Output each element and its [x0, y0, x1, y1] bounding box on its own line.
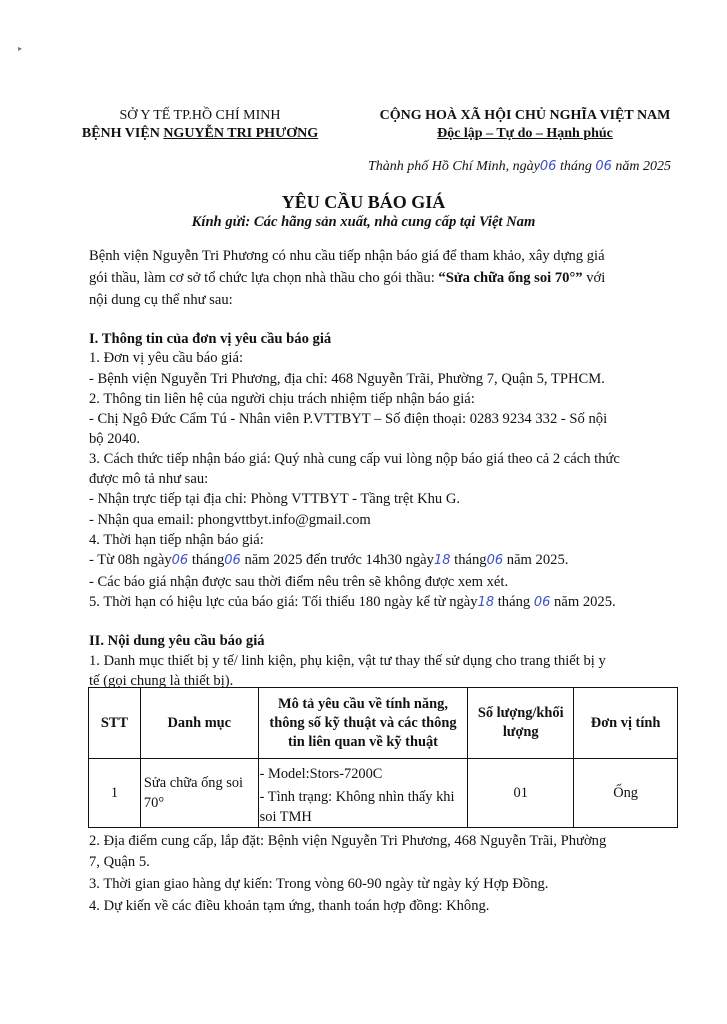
recipient-line: Kính gửi: Các hãng sản xuất, nhà cung cấp tại Việt Nam	[191, 214, 536, 230]
s1-item-2b: bộ 2040.	[89, 431, 141, 447]
hospital-name-underlined: NGUYỄN TRI PHƯƠNG	[163, 126, 319, 141]
s1-item-2: 2. Thông tin liên hệ của người chịu trách nhiệm tiếp nhận báo giá:	[89, 391, 475, 407]
s2-item-4: 4. Dự kiến về các điều khoản tạm ứng, thanh toán hợp đồng: Không.	[89, 898, 490, 914]
receive-from: - Từ 08h ngày	[89, 552, 172, 568]
cell-item: Sửa chữa ống soi 70°	[140, 759, 258, 828]
cell-unit: Ống	[574, 759, 678, 828]
s1-item-5	[89, 594, 616, 611]
s1-item-1: 1. Đơn vị yêu cầu báo giá:	[89, 350, 244, 366]
start-day-handwritten: 06	[171, 553, 189, 568]
package-name: “Sửa chữa ống soi 70°”	[438, 270, 583, 286]
section-2-heading: II. Nội dung yêu cầu báo giá	[89, 633, 265, 649]
date-day-handwritten: 06	[539, 159, 557, 174]
month-word: tháng	[188, 552, 225, 568]
receive-until: năm 2025 đến trước 14h30 ngày	[240, 552, 434, 568]
year-suffix: năm 2025.	[503, 552, 569, 568]
s1-item-3c: - Nhận trực tiếp tại địa chỉ: Phòng VTTBYT - Tầng trệt Khu G.	[89, 491, 461, 507]
s2-item-1b: tế (gọi chung là thiết bị).	[89, 673, 234, 689]
date-month-handwritten: 06	[595, 159, 612, 174]
month-word-2: tháng	[450, 552, 487, 568]
motto	[360, 126, 690, 142]
hospital-name	[80, 126, 320, 142]
intro-line-2	[89, 270, 605, 287]
s2-item-1a: 1. Danh mục thiết bị y tế/ linh kiện, phụ kiện, vật tư thay thế sử dụng cho trang thiết bị y	[89, 653, 606, 669]
s1-item-4: 4. Thời hạn tiếp nhận báo giá:	[89, 532, 264, 548]
start-month-handwritten: 06	[224, 553, 241, 568]
s1-item-3: 3. Cách thức tiếp nhận báo giá: Quý nhà cung cấp vui lòng nộp báo giá theo cả 2 cách thức	[89, 451, 620, 467]
intro-line-3: nội dung cụ thể như sau:	[89, 292, 233, 308]
cell-description	[258, 759, 468, 828]
col-header-unit: Đơn vị tính	[574, 688, 678, 759]
s2-item-2b: 7, Quận 5.	[89, 854, 150, 870]
intro-text: gói thầu, làm cơ sở tổ chức lựa chọn nhà thầu cho gói thầu:	[89, 270, 439, 286]
s1-item-3b: được mô tả như sau:	[89, 471, 209, 487]
s2-item-3: 3. Thời gian giao hàng dự kiến: Trong vòng 60-90 ngày từ ngày ký Hợp Đồng.	[89, 876, 549, 892]
document-title: YÊU CẦU BÁO GIÁ	[281, 192, 446, 212]
validity-month-handwritten: 06	[533, 595, 551, 610]
equipment-table	[88, 687, 678, 828]
date-suffix: năm 2025	[611, 159, 671, 174]
s1-item-2a: - Chị Ngô Đức Cẩm Tú - Nhân viên P.VTTBYT – Số điện thoại: 0283 9234 332 - Số nội	[89, 411, 608, 427]
s1-item-1a: - Bệnh viện Nguyễn Tri Phương, địa chỉ: 468 Nguyễn Trãi, Phường 7, Quận 5, TPHCM.	[89, 371, 605, 387]
validity-text: 5. Thời hạn có hiệu lực của báo giá: Tối thiểu 180 ngày kể từ ngày	[89, 594, 478, 610]
desc-condition: - Tình trạng: Không nhìn thấy khi soi TMH	[259, 789, 455, 825]
s1-item-4a	[89, 552, 568, 569]
ministry-name: SỞ Y TẾ TP.HỒ CHÍ MINH	[119, 108, 281, 123]
end-month-handwritten: 06	[486, 553, 504, 568]
date-mid: tháng	[556, 159, 596, 174]
cell-stt: 1	[89, 759, 141, 828]
table-row	[89, 759, 678, 828]
s1-item-3d: - Nhận qua email: phongvttbyt.info@gmail.com	[89, 512, 371, 528]
desc-model: - Model:Stors-7200C	[259, 766, 383, 782]
hospital-prefix: BỆNH VIỆN	[81, 126, 164, 141]
col-header-stt: STT	[89, 688, 141, 759]
country-name: CỘNG HOÀ XÃ HỘI CHỦ NGHĨA VIỆT NAM	[379, 108, 671, 123]
s2-item-2a: 2. Địa điểm cung cấp, lắp đặt: Bệnh viện Nguyễn Tri Phương, 468 Nguyễn Trãi, Phường	[89, 833, 607, 849]
intro-line-1: Bệnh viện Nguyễn Tri Phương có nhu cầu tiếp nhận báo giá để tham khảo, xây dựng giá	[89, 248, 605, 264]
document-date	[368, 159, 671, 175]
col-header-item: Danh mục	[140, 688, 258, 759]
scan-mark: ▸	[18, 44, 23, 53]
month-word-3: tháng	[494, 594, 534, 610]
validity-day-handwritten: 18	[477, 595, 495, 610]
table-header-row	[89, 688, 678, 759]
intro-tail: với	[582, 270, 606, 286]
s1-item-4b: - Các báo giá nhận được sau thời điểm nêu trên sẽ không được xem xét.	[89, 574, 509, 590]
cell-quantity: 01	[468, 759, 574, 828]
col-header-qty: Số lượng/khối lượng	[468, 688, 574, 759]
section-1-heading: I. Thông tin của đơn vị yêu cầu báo giá	[89, 331, 332, 347]
col-header-desc: Mô tả yêu cầu về tính năng, thông số kỹ thuật và các thông tin liên quan về kỹ thuật	[258, 688, 468, 759]
motto-text: Độc lập – Tự do – Hạnh phúc	[437, 126, 613, 141]
validity-year: năm 2025.	[550, 594, 616, 610]
end-day-handwritten: 18	[433, 553, 451, 568]
date-prefix: Thành phố Hồ Chí Minh, ngày	[368, 159, 540, 174]
